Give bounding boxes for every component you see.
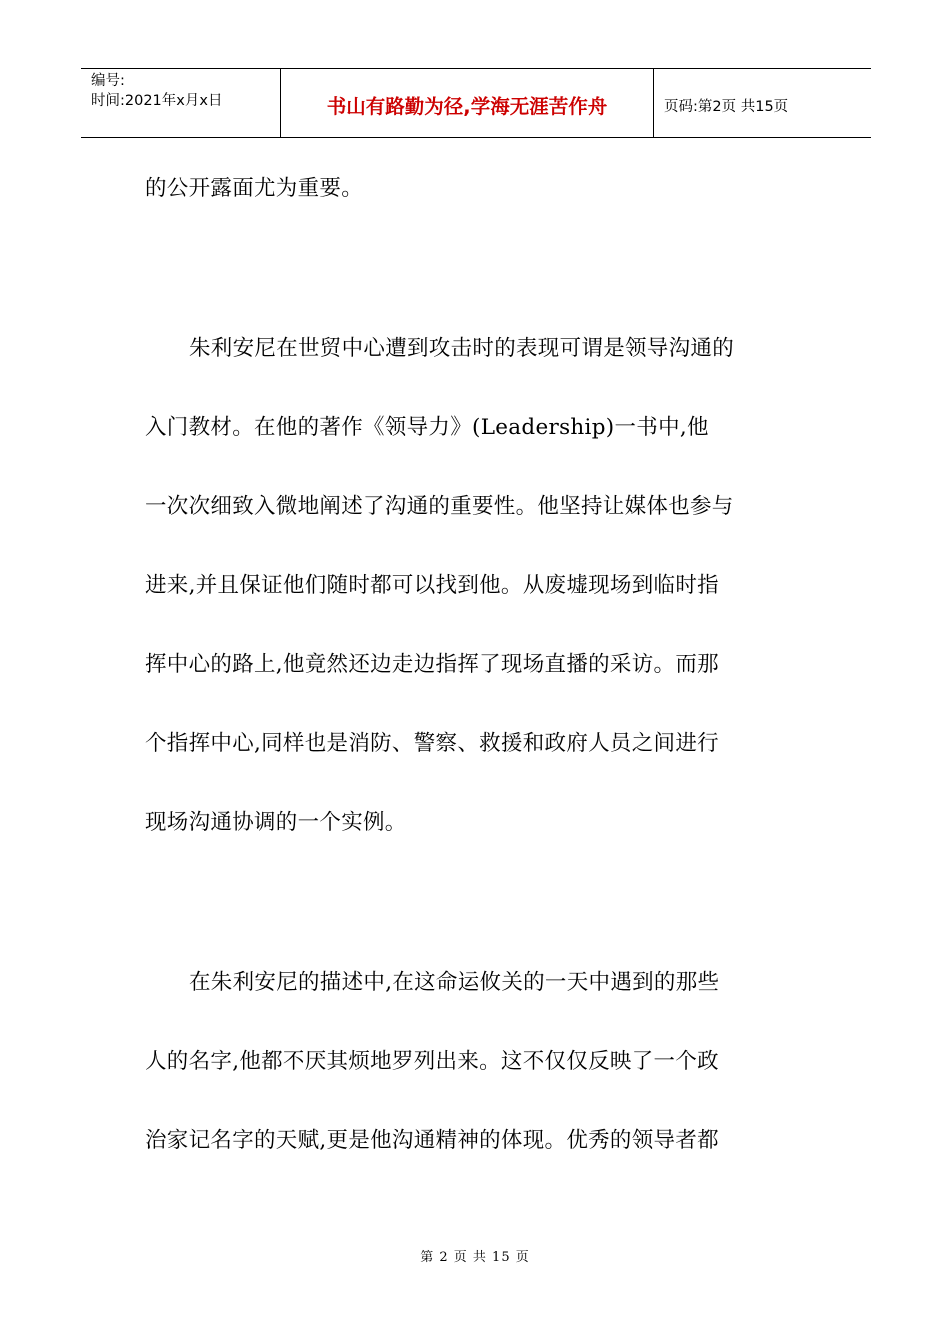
- paragraph-line: 进来,并且保证他们随时都可以找到他。从废墟现场到临时指: [145, 573, 719, 598]
- paragraph-line: 治家记名字的天赋,更是他沟通精神的体现。优秀的领导者都: [145, 1128, 719, 1153]
- header-meta-cell: [81, 69, 281, 137]
- paragraph-line: 在朱利安尼的描述中,在这命运攸关的一天中遇到的那些: [189, 970, 720, 995]
- paragraph-line: 人的名字,他都不厌其烦地罗列出来。这不仅仅反映了一个政: [145, 1049, 719, 1074]
- page-footer: 第 2 页 共 15 页: [420, 1250, 530, 1265]
- paragraph-line: 现场沟通协调的一个实例。: [145, 810, 407, 835]
- header-page-info: 页码:第2页 共15页: [664, 98, 789, 115]
- paragraph-line: 挥中心的路上,他竟然还边走边指挥了现场直播的采访。而那: [145, 652, 719, 677]
- document-header: [81, 68, 871, 138]
- paragraph-line: 一次次细致入微地阐述了沟通的重要性。他坚持让媒体也参与: [145, 494, 734, 519]
- number-label: 编号:: [91, 73, 125, 89]
- paragraph-line: 的公开露面尤为重要。: [145, 176, 364, 201]
- paragraph-line: 朱利安尼在世贸中心遭到攻击时的表现可谓是领导沟通的: [189, 336, 735, 361]
- paragraph-line: 入门教材。在他的著作《领导力》(Leadership)一书中,他: [145, 415, 709, 440]
- header-motto: 书山有路勤为径,学海无涯苦作舟: [281, 69, 654, 137]
- paragraph-line: 个指挥中心,同样也是消防、警察、救援和政府人员之间进行: [145, 731, 719, 756]
- time-label: 时间:2021年x月x日: [91, 93, 223, 109]
